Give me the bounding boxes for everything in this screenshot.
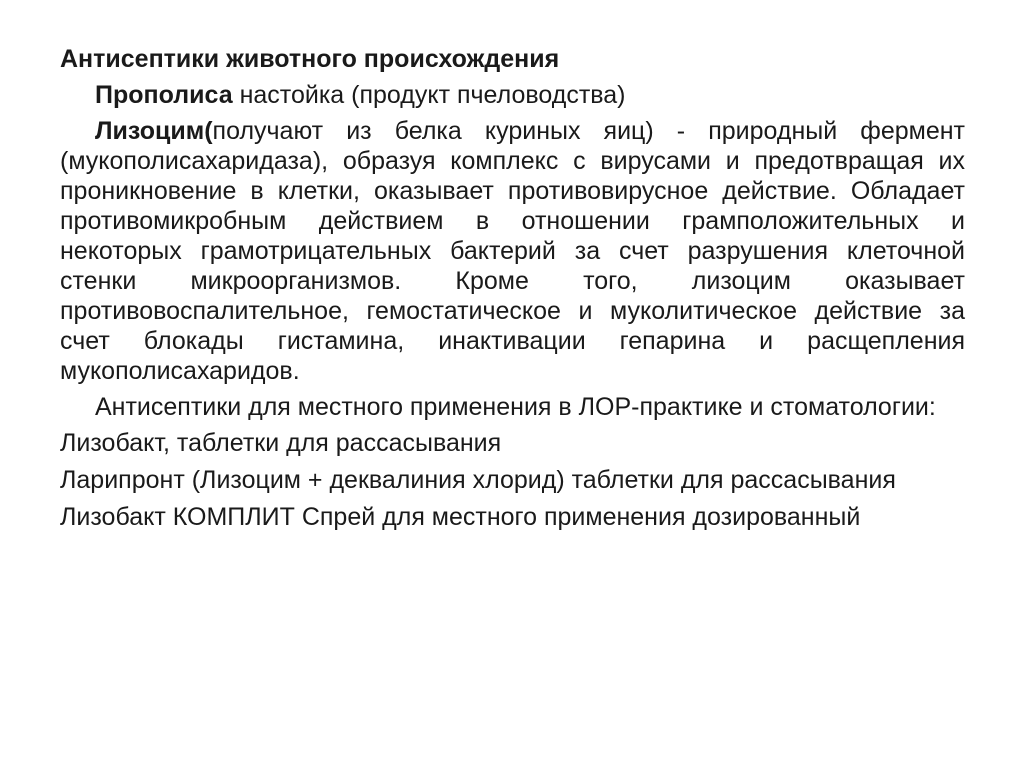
propolis-term: Прополиса: [95, 81, 233, 109]
lysozyme-term: Лизоцим(: [95, 117, 213, 145]
propolis-description: настойка (продукт пчеловодства): [232, 81, 626, 109]
list-item: Лизобакт КОМПЛИТ Спрей для местного применения дозированный: [60, 503, 861, 531]
lysozyme-paragraph: [60, 116, 965, 386]
local-antiseptics-intro: Антисептики для местного применения в ЛОР-практике и стоматологии:: [95, 393, 936, 421]
lysozyme-description: получают из белка куриных яиц) - природный фермент (мукополисахаридаза), образуя комплекс с вирусами и предотвращая их проникновение в клетки, оказывает противовирусное действие. Обладает противомикробным действием в отношении грамположительных и некоторых грамотрицательных бактерий за счет разрушения клеточной стенки микроорганизмов. Кроме того, лизоцим оказывает противовоспалительное, гемостатическое и муколитическое действие за счет блокады гистамина, инактивации гепарина и расщепления мукополисахаридов.: [60, 117, 965, 385]
section-heading: Антисептики животного происхождения: [60, 45, 560, 73]
slide-content: [60, 44, 965, 539]
list-item: Лизобакт, таблетки для рассасывания: [60, 429, 502, 457]
list-item: Ларипронт (Лизоцим + деквалиния хлорид) таблетки для рассасывания: [60, 466, 896, 494]
propolis-paragraph: [60, 80, 965, 110]
